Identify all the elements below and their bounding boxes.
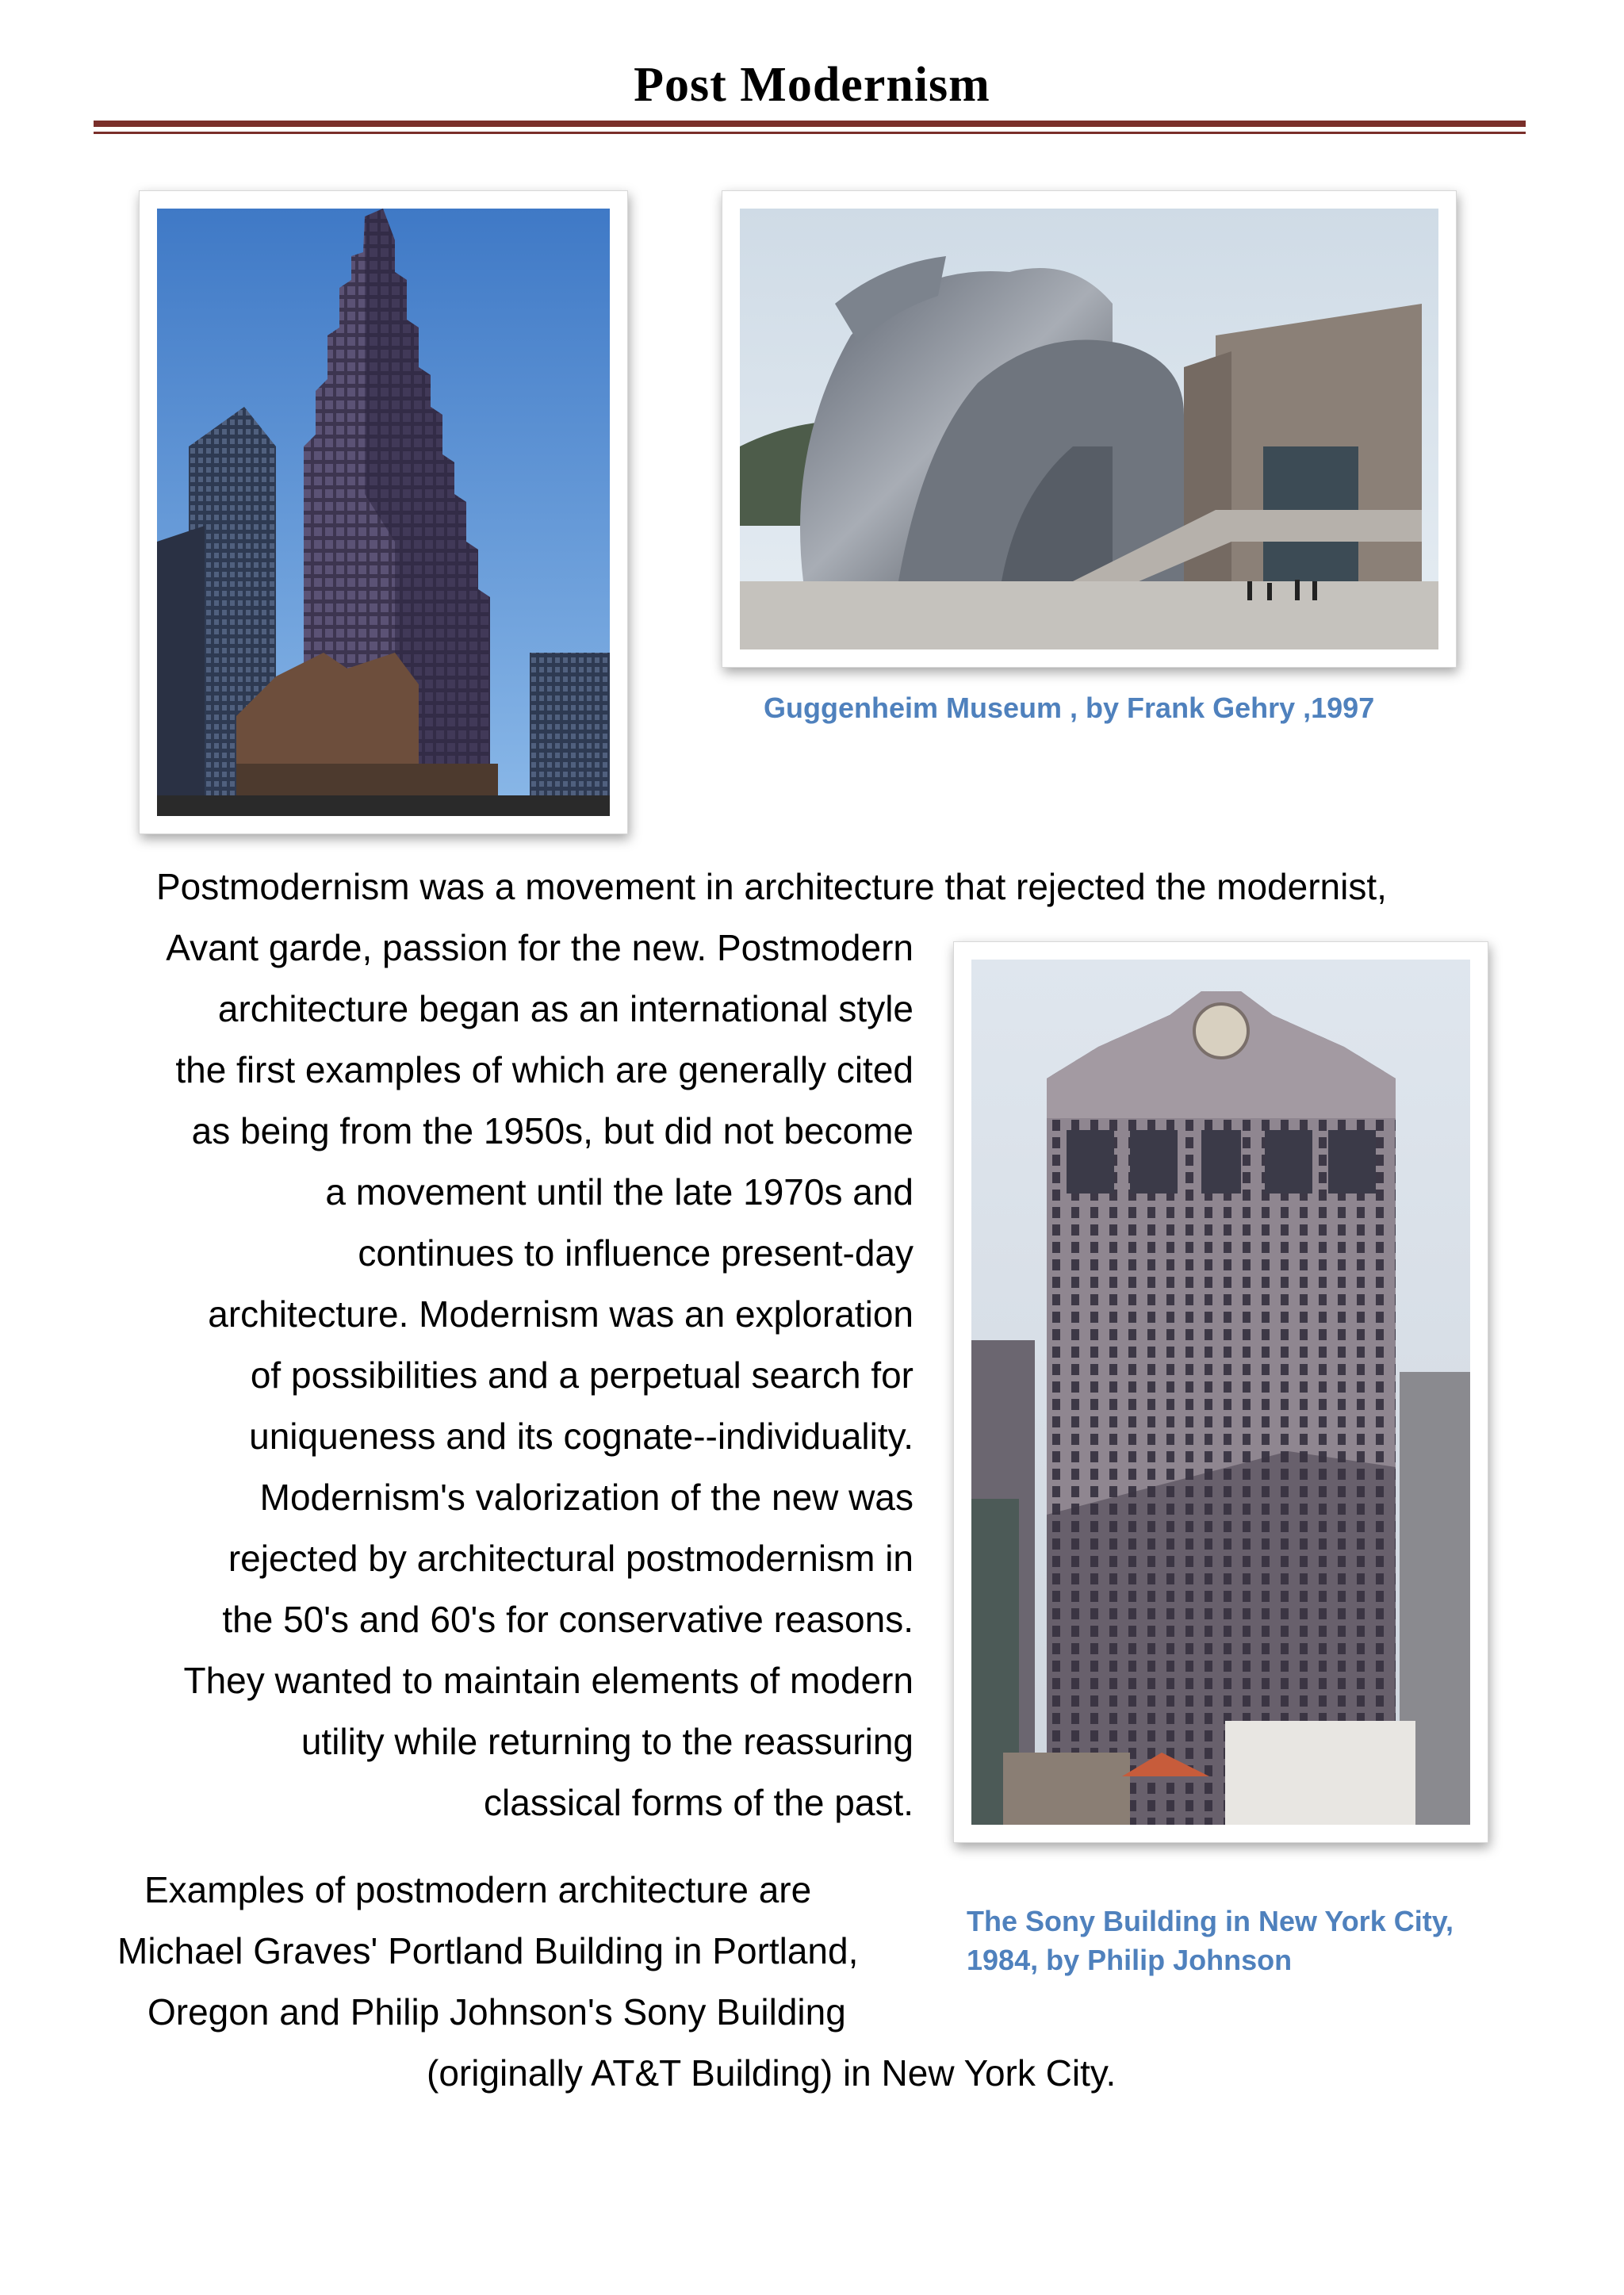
paragraph-line: Oregon and Philip Johnson's Sony Building bbox=[147, 1991, 846, 2033]
paragraph-line: rejected by architectural postmodernism in bbox=[228, 1538, 914, 1579]
skyscraper-photo bbox=[157, 209, 610, 816]
paragraph-line: Michael Graves' Portland Building in Portland, bbox=[117, 1930, 859, 1971]
paragraph-line: utility while returning to the reassuring bbox=[301, 1721, 914, 1762]
paragraph-line: uniqueness and its cognate--individuality. bbox=[249, 1416, 914, 1457]
paragraph-line: classical forms of the past. bbox=[484, 1782, 914, 1823]
sony-building-photo bbox=[971, 960, 1470, 1825]
paragraph-line: Avant garde, passion for the new. Postmodern bbox=[166, 927, 914, 968]
paragraph-line: continues to influence present-day bbox=[358, 1232, 914, 1274]
title-rule bbox=[94, 121, 1526, 127]
paragraph-line: architecture. Modernism was an exploration bbox=[208, 1293, 914, 1335]
paragraph-line: of possibilities and a perpetual search for bbox=[250, 1354, 914, 1396]
guggenheim-caption: Guggenheim Museum , by Frank Gehry ,1997 bbox=[764, 692, 1375, 724]
paragraph-line: architecture began as an international style bbox=[217, 988, 914, 1029]
title-rule-thin bbox=[94, 132, 1526, 134]
paragraph-line: as being from the 1950s, but did not become bbox=[191, 1110, 914, 1151]
page-title: Post Modernism bbox=[634, 58, 990, 112]
guggenheim-photo-frame bbox=[722, 190, 1457, 668]
paragraph-line: They wanted to maintain elements of modern bbox=[183, 1660, 914, 1701]
paragraph-line: a movement until the late 1970s and bbox=[325, 1171, 914, 1213]
guggenheim-photo bbox=[740, 209, 1438, 649]
paragraph-line: Examples of postmodern architecture are bbox=[144, 1869, 812, 1910]
paragraph-line: (originally AT&T Building) in New York City. bbox=[427, 2052, 1116, 2094]
skyscraper-photo-frame bbox=[139, 190, 628, 834]
sony-building-photo-frame bbox=[953, 941, 1488, 1843]
paragraph-line: the first examples of which are generally cited bbox=[175, 1049, 914, 1090]
sony-caption-line2: 1984, by Philip Johnson bbox=[967, 1944, 1293, 1976]
sony-caption-line1: The Sony Building in New York City, bbox=[967, 1905, 1454, 1937]
paragraph-line: Modernism's valorization of the new was bbox=[259, 1477, 914, 1518]
paragraph-line: Postmodernism was a movement in architecture that rejected the modernist, bbox=[156, 866, 1387, 907]
paragraph-line: the 50's and 60's for conservative reasons. bbox=[222, 1599, 914, 1640]
